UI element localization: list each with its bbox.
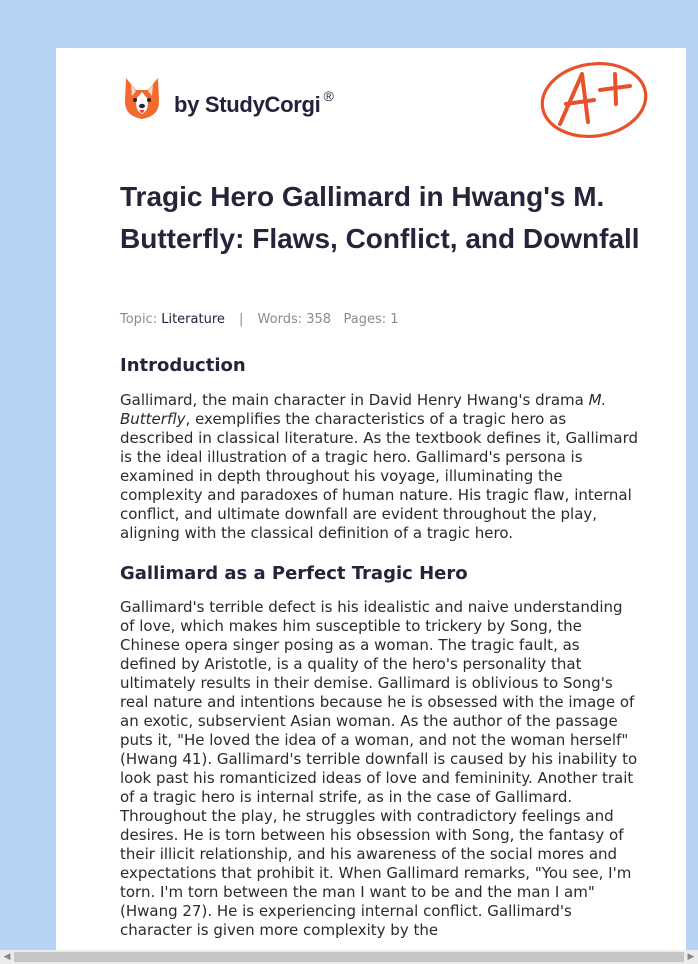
- article-title: Tragic Hero Gallimard in Hwang's M. Butterfly: Flaws, Conflict, and Downfall: [120, 181, 640, 254]
- brand-text: by StudyCorgi: [174, 92, 321, 117]
- registered-mark: ®: [323, 88, 334, 104]
- scrollbar-thumb[interactable]: [14, 952, 684, 962]
- scroll-left-arrow-icon[interactable]: ◀: [3, 952, 11, 962]
- horizontal-scrollbar[interactable]: [0, 950, 698, 964]
- meta-separator: |: [239, 312, 244, 327]
- play-title: M. Butterfly: [120, 391, 607, 428]
- document-page: [56, 48, 686, 952]
- scroll-right-arrow-icon[interactable]: ▶: [687, 952, 695, 962]
- topic-label: Topic:: [120, 312, 158, 327]
- words-label: Words:: [257, 312, 303, 327]
- pages-label: Pages:: [343, 312, 387, 327]
- a-plus-icon: [538, 60, 650, 148]
- section-heading-perfect-tragic-hero: Gallimard as a Perfect Tragic Hero: [120, 563, 468, 584]
- section-heading-introduction: Introduction: [120, 355, 246, 376]
- intro-text-start: Gallimard, the main character in David Henry Hwang's drama: [120, 391, 589, 409]
- words-count: 358: [306, 312, 332, 327]
- brand-name[interactable]: [174, 88, 334, 118]
- section-paragraph-introduction: [120, 391, 640, 543]
- article-meta: [120, 312, 399, 327]
- section-paragraph-perfect-tragic-hero: Gallimard's terrible defect is his idealistic and naive understanding of love, which makes him susceptible to trickery by Song, the Chinese opera singer posing as a woman. The tragic fault, as defined by Aristotle, is a quality of the hero's personality that ultimately results in their demise. Gallimard is oblivious to Song's real nature and intentions because he is obsessed with the image of an exotic, subservient Asian woman. As the author of the passage puts it, "He loved the idea of a woman, and not the woman herself" (Hwang 41). Gallimard's terrible downfall is caused by his inability to look past his romanticized ideas of love and femininity. Another trait of a tragic hero is internal strife, as in the case of Gallimard. Throughout the play, he struggles with contradictory feelings and desires. He is torn between his obsession with Song, the fantasy of their illicit relationship, and his awareness of the social mores and expectations that prohibit it. When Gallimard remarks, "You see, I'm torn. I'm torn between the man I want to be and the man I am" (Hwang 27). He is experiencing internal conflict. Gallimard's character is given more complexity by the: [120, 598, 638, 939]
- pages-count: 1: [390, 312, 399, 327]
- corgi-icon: [122, 76, 162, 126]
- topic-link[interactable]: Literature: [161, 312, 225, 327]
- intro-text-end: , exemplifies the characteristics of a tragic hero as described in classical literature. As the textbook defines it, Gallimard is the ideal illustration of a tragic hero. Gallimard's persona is examined in depth throughout his voyage, illuminating the complexity and paradoxes of human nature. His tragic flaw, internal conflict, and ultimate downfall are evident throughout the play, aligning with the classical definition of a tragic hero.: [120, 410, 639, 542]
